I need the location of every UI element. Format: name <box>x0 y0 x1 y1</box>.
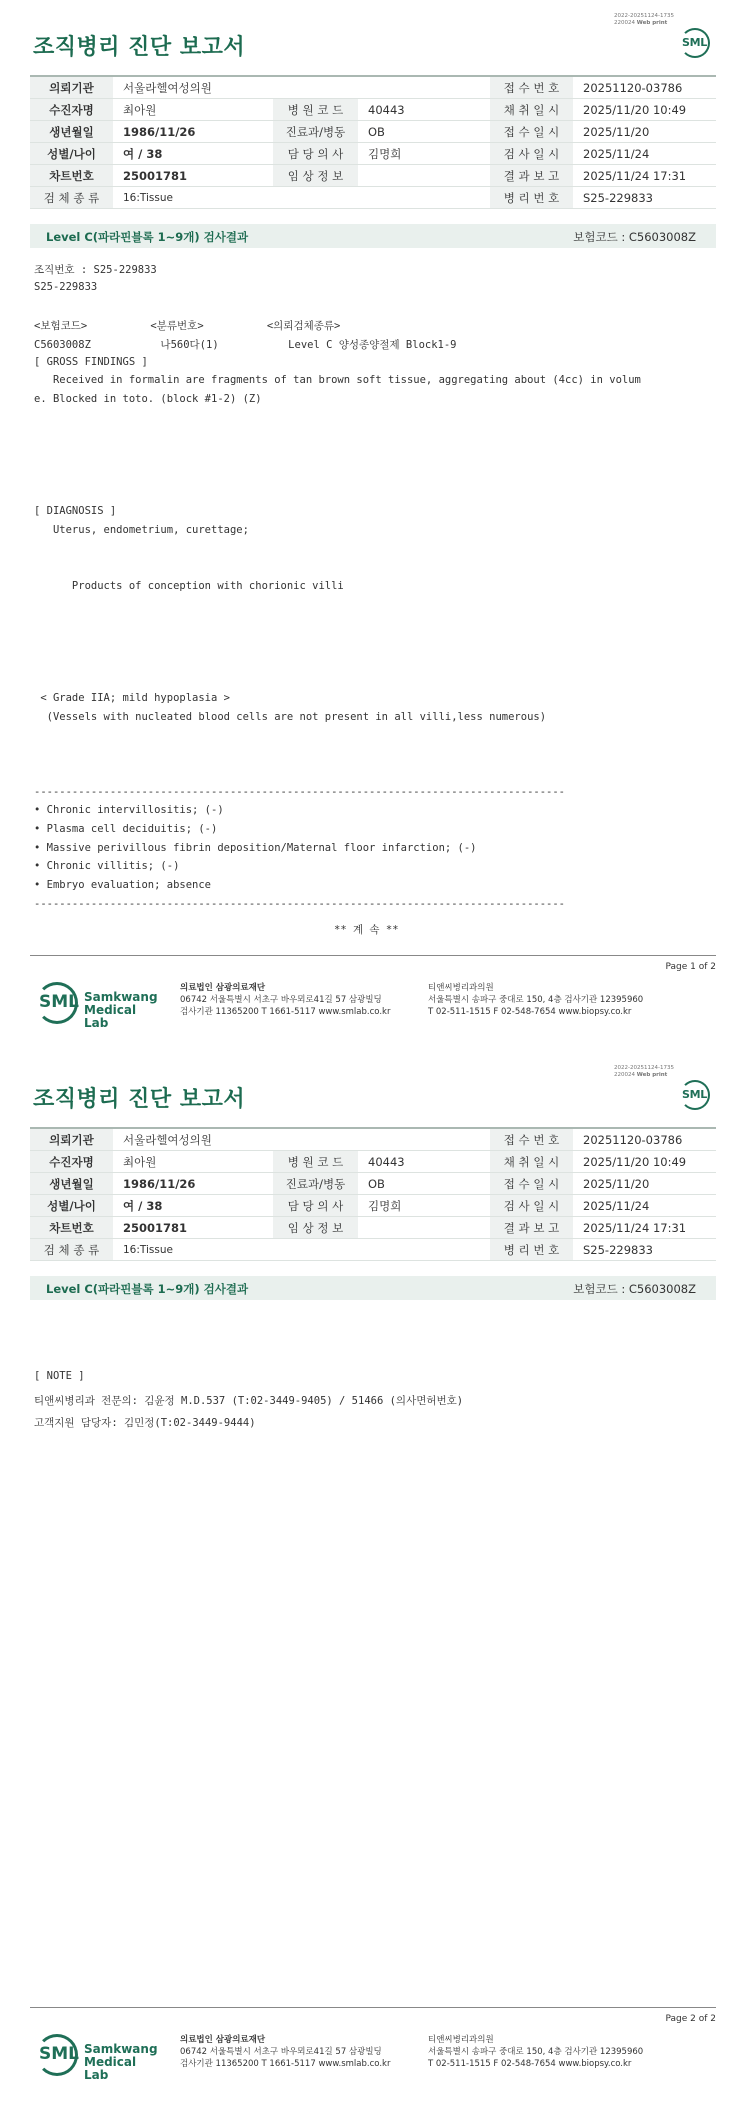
report-line: • Chronic intervillositis; (-) <box>34 804 224 817</box>
label-reception-no: 접 수 번 호 <box>490 76 573 99</box>
value-collection: 2025/11/20 10:49 <box>573 99 716 121</box>
sml-logo-text: SML <box>682 36 707 49</box>
result-band <box>30 224 716 248</box>
footer-left-line1: 06742 서울특별시 서초구 바우뫼로41길 57 삼광빌딩 <box>180 2047 382 2057</box>
value-receipt-date: 2025/11/20 <box>573 121 716 143</box>
value-result: 2025/11/24 17:31 <box>573 1217 716 1239</box>
label-collection: 채 취 일 시 <box>490 99 573 121</box>
value-pathology-no: S25-229833 <box>573 187 716 209</box>
report-line: [ NOTE ] <box>34 1370 85 1382</box>
report-line: C5603008Z 나560다(1) Level C 양성종양절제 Block1-9 <box>34 338 457 351</box>
print-stamp-code: 220024 <box>614 20 636 26</box>
footer-right-line1: 서울특별시 송파구 중대로 150, 4층 검사기관 12395960 <box>428 2047 644 2057</box>
page-number: Page 1 of 2 <box>665 962 716 972</box>
footer-logo <box>36 2034 158 2082</box>
result-band-title: Level C(파라핀블록 1~9개) 검사결과 <box>46 230 249 244</box>
report-line: • Massive perivillous fibrin deposition/Maternal floor infarction; (-) <box>34 841 477 854</box>
label-patient-name: 수진자명 <box>30 1151 113 1173</box>
footer-left-line2: 검사기관 11365200 T 1661-5117 www.smlab.co.kr <box>180 2059 391 2069</box>
footer-left-title: 의료법인 삼광의료재단 <box>180 983 266 993</box>
report-title-p2: 조직병리 진단 보고서 <box>33 1087 246 1112</box>
report-line: 티앤씨병리과 전문의: 김윤정 M.D.537 (T:02-3449-9405) / 51466 (의사면허번호) <box>34 1394 464 1407</box>
report-line: Received in formalin are fragments of tan brown soft tissue, aggregating about (4cc) in volum <box>34 374 641 387</box>
value-dob: 1986/11/26 <box>113 1173 273 1195</box>
label-specimen: 검 체 종 류 <box>30 187 113 209</box>
continued-marker: ** 계 속 ** <box>334 924 399 936</box>
label-chart-no: 차트번호 <box>30 165 113 187</box>
report-line: • Chronic villitis; (-) <box>34 860 180 873</box>
print-stamp-p2 <box>614 1065 674 1079</box>
label-pathology-no: 병 리 번 호 <box>490 187 573 209</box>
value-request-org: 서울라헬여성의원 <box>113 76 490 99</box>
value-doctor: 김명희 <box>358 143 490 165</box>
label-collection: 채 취 일 시 <box>490 1151 573 1173</box>
label-specimen: 검 체 종 류 <box>30 1239 113 1261</box>
value-chart-no: 25001781 <box>113 1217 273 1239</box>
report-line: [ DIAGNOSIS ] <box>34 505 117 518</box>
value-request-org: 서울라헬여성의원 <box>113 1128 490 1151</box>
report-page-2 <box>0 1052 744 2104</box>
value-dept: OB <box>358 1173 490 1195</box>
value-specimen: 16:Tissue <box>113 1239 490 1261</box>
value-sex-age: 여 / 38 <box>113 1195 273 1217</box>
label-doctor: 담 당 의 사 <box>273 1195 358 1217</box>
footer-left-title: 의료법인 삼광의료재단 <box>180 2035 266 2045</box>
report-line: ------------------------------------------------------------------------------------ <box>34 785 566 798</box>
insurance-code: 보험코드 : C5603008Z <box>573 230 696 244</box>
result-band-p2 <box>30 1276 716 1300</box>
result-band-title: Level C(파라핀블록 1~9개) 검사결과 <box>46 1282 249 1296</box>
label-doctor: 담 당 의 사 <box>273 143 358 165</box>
footer-logo <box>36 982 158 1030</box>
value-dept: OB <box>358 121 490 143</box>
footer-divider <box>30 955 716 956</box>
report-line: • Embryo evaluation; absence <box>34 879 212 892</box>
report-line: <보험코드> <분류번호> <의뢰검체종류> <box>34 320 341 333</box>
patient-info-table-p2 <box>30 1127 716 1261</box>
value-chart-no: 25001781 <box>113 165 273 187</box>
print-stamp-line2 <box>614 20 674 27</box>
page-number: Page 2 of 2 <box>665 2014 716 2024</box>
print-stamp-tag: Web print <box>636 1072 668 1078</box>
report-line: [ GROSS FINDINGS ] <box>34 355 148 368</box>
print-stamp-line1: 2022-20251124-1735 <box>614 1065 674 1071</box>
footer-logo-name-1: Samkwang <box>84 2042 158 2056</box>
label-clinical: 임 상 정 보 <box>273 1217 358 1239</box>
value-pathology-no: S25-229833 <box>573 1239 716 1261</box>
footer-logo-sml: SML <box>39 2044 79 2064</box>
label-patient-name: 수진자명 <box>30 99 113 121</box>
label-receipt-date: 접 수 일 시 <box>490 1173 573 1195</box>
value-dob: 1986/11/26 <box>113 121 273 143</box>
report-line: ------------------------------------------------------------------------------------ <box>34 897 566 910</box>
label-dob: 생년월일 <box>30 121 113 143</box>
value-reception-no: 20251120-03786 <box>573 1128 716 1151</box>
label-receipt-date: 접 수 일 시 <box>490 121 573 143</box>
footer-right-info <box>428 2034 643 2070</box>
footer-logo-sml: SML <box>39 992 79 1012</box>
footer-logo-name <box>84 991 158 1030</box>
label-pathology-no: 병 리 번 호 <box>490 1239 573 1261</box>
label-hospital-code: 병 원 코 드 <box>273 99 358 121</box>
value-clinical <box>358 1217 490 1239</box>
label-dob: 생년월일 <box>30 1173 113 1195</box>
value-patient-name: 최아원 <box>113 1151 273 1173</box>
report-line: • Plasma cell deciduitis; (-) <box>34 823 218 835</box>
report-line: Products of conception with chorionic villi <box>34 579 344 592</box>
sml-logo-p2 <box>680 1080 710 1110</box>
report-line: e. Blocked in toto. (block #1-2) (Z) <box>34 392 262 405</box>
footer-left-line2: 검사기관 11365200 T 1661-5117 www.smlab.co.kr <box>180 1007 391 1017</box>
value-sex-age: 여 / 38 <box>113 143 273 165</box>
value-reception-no: 20251120-03786 <box>573 76 716 99</box>
value-hospital-code: 40443 <box>358 1151 490 1173</box>
insurance-code: 보험코드 : C5603008Z <box>573 1282 696 1296</box>
value-specimen: 16:Tissue <box>113 187 490 209</box>
label-chart-no: 차트번호 <box>30 1217 113 1239</box>
footer-logo-name-1: Samkwang <box>84 990 158 1004</box>
sml-logo <box>680 28 710 58</box>
footer-right-line1: 서울특별시 송파구 중대로 150, 4층 검사기관 12395960 <box>428 995 644 1005</box>
footer-right-line2: T 02-511-1515 F 02-548-7654 www.biopsy.co.kr <box>428 2059 632 2069</box>
report-line: 조직번호 : S25-229833 <box>34 264 157 276</box>
label-exam-date: 검 사 일 시 <box>490 143 573 165</box>
value-collection: 2025/11/20 10:49 <box>573 1151 716 1173</box>
label-dept: 진료과/병동 <box>273 121 358 143</box>
footer-right-info <box>428 982 643 1018</box>
label-hospital-code: 병 원 코 드 <box>273 1151 358 1173</box>
value-doctor: 김명희 <box>358 1195 490 1217</box>
print-stamp-line1: 2022-20251124-1735 <box>614 13 674 19</box>
report-line: S25-229833 <box>34 280 98 293</box>
print-stamp-line2 <box>614 1072 674 1079</box>
value-patient-name: 최아원 <box>113 99 273 121</box>
footer-divider <box>30 2007 716 2008</box>
sml-logo-text: SML <box>682 1088 707 1101</box>
footer-right-title: 티앤씨병리과의원 <box>428 983 494 993</box>
footer-logo-name <box>84 2043 158 2082</box>
value-receipt-date: 2025/11/20 <box>573 1173 716 1195</box>
label-result: 결 과 보 고 <box>490 165 573 187</box>
footer-left-info <box>180 2034 390 2070</box>
print-stamp <box>614 13 674 27</box>
value-clinical <box>358 165 490 187</box>
label-sex-age: 성별/나이 <box>30 1195 113 1217</box>
footer-right-title: 티앤씨병리과의원 <box>428 2035 494 2045</box>
footer-right-line2: T 02-511-1515 F 02-548-7654 www.biopsy.co.kr <box>428 1007 632 1017</box>
print-stamp-code: 220024 <box>614 1072 636 1078</box>
report-line: < Grade IIA; mild hypoplasia > <box>34 692 230 705</box>
report-line: Uterus, endometrium, curettage; <box>34 523 249 536</box>
label-sex-age: 성별/나이 <box>30 143 113 165</box>
patient-info-table <box>30 75 716 209</box>
footer-logo-name-2: Medical Lab <box>84 1003 137 1030</box>
report-line: 고객지원 담당자: 김민정(T:02-3449-9444) <box>34 1417 256 1429</box>
label-request-org: 의뢰기관 <box>30 76 113 99</box>
value-exam-date: 2025/11/24 <box>573 1195 716 1217</box>
label-request-org: 의뢰기관 <box>30 1128 113 1151</box>
label-result: 결 과 보 고 <box>490 1217 573 1239</box>
label-reception-no: 접 수 번 호 <box>490 1128 573 1151</box>
footer-left-line1: 06742 서울특별시 서초구 바우뫼로41길 57 삼광빌딩 <box>180 995 382 1005</box>
value-exam-date: 2025/11/24 <box>573 143 716 165</box>
value-hospital-code: 40443 <box>358 99 490 121</box>
report-title: 조직병리 진단 보고서 <box>33 35 246 60</box>
label-dept: 진료과/병동 <box>273 1173 358 1195</box>
label-clinical: 임 상 정 보 <box>273 165 358 187</box>
value-result: 2025/11/24 17:31 <box>573 165 716 187</box>
print-stamp-tag: Web print <box>636 20 668 26</box>
report-line: (Vessels with nucleated blood cells are not present in all villi,less numerous) <box>34 710 547 723</box>
footer-logo-name-2: Medical Lab <box>84 2055 137 2082</box>
footer-left-info <box>180 982 390 1018</box>
label-exam-date: 검 사 일 시 <box>490 1195 573 1217</box>
